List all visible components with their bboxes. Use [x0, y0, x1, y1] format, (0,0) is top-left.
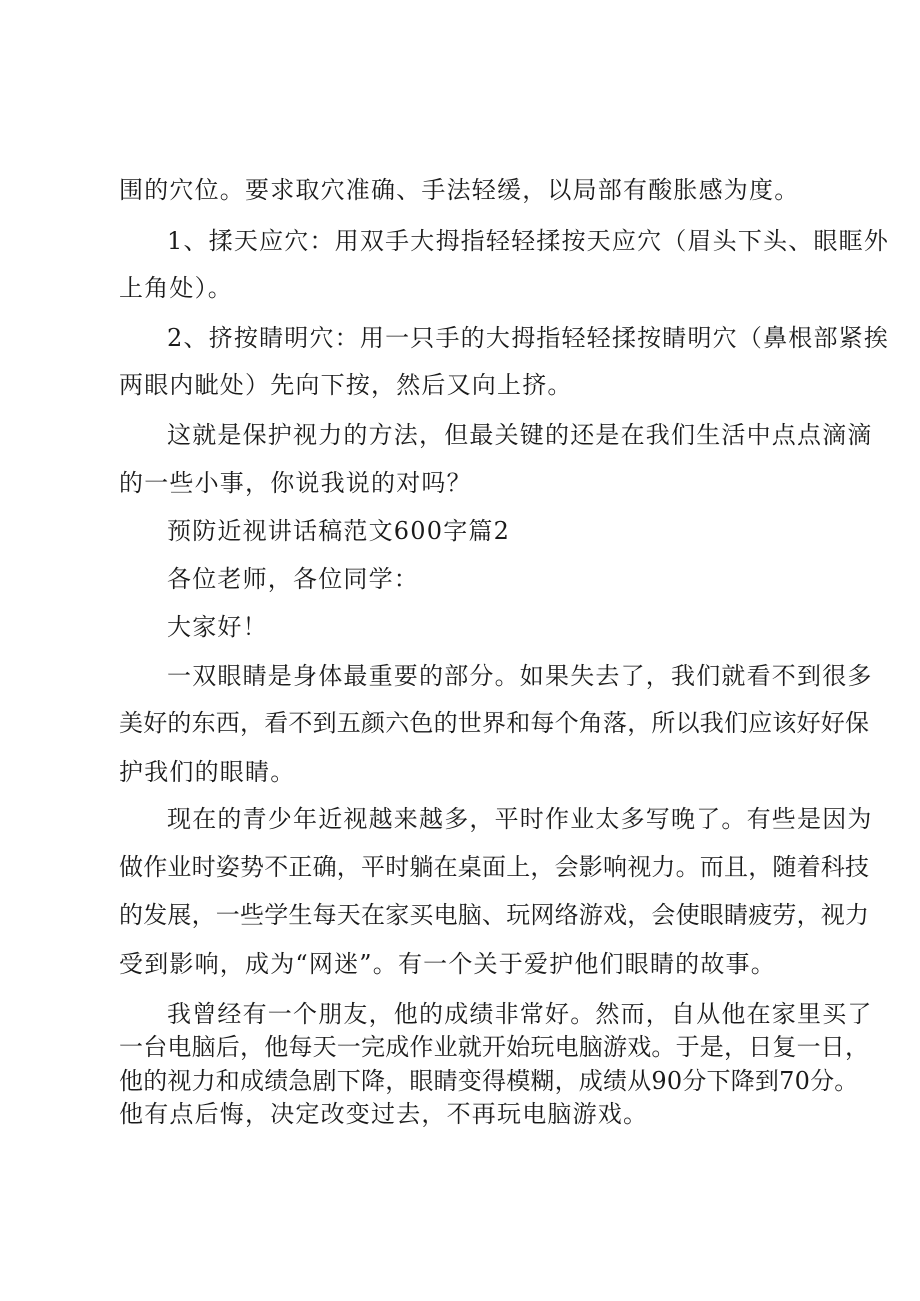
text-line: 2、挤按睛明穴：用一只手的大拇指轻轻揉按睛明穴（鼻根部紧挨 [167, 324, 890, 352]
salutation: 各位老师，各位同学： [167, 565, 419, 593]
text-line: 美好的东西，看不到五颜六色的世界和每个角落，所以我们应该好好保 [119, 709, 870, 737]
text-line: 他的视力和成绩急剧下降，眼睛变得模糊，成绩从90分下降到70分。 [119, 1067, 859, 1095]
text-line: 1、揉天应穴：用双手大拇指轻轻揉按天应穴（眉头下头、眼眶外 [167, 227, 890, 255]
text-line: 两眼内眦处）先向下按，然后又向上挤。 [119, 371, 573, 399]
text-line: 的一些小事，你说我说的对吗？ [119, 469, 472, 497]
text-line: 一台电脑后，他每天一完成作业就开始玩电脑游戏。于是，日复一日， [119, 1033, 870, 1061]
text-line: 做作业时姿势不正确，平时躺在桌面上，会影响视力。而且，随着科技 [119, 853, 870, 881]
text-line: 他有点后悔，决定改变过去，不再玩电脑游戏。 [119, 1100, 649, 1128]
section-heading: 预防近视讲话稿范文600字篇2 [167, 517, 511, 545]
text-line: 的发展，一些学生每天在家买电脑、玩网络游戏，会使眼睛疲劳，视力 [119, 901, 870, 929]
text-line: 现在的青少年近视越来越多，平时作业太多写晚了。有些是因为 [167, 805, 873, 833]
text-line: 一双眼睛是身体最重要的部分。如果失去了，我们就看不到很多 [167, 662, 873, 690]
text-line: 这就是保护视力的方法，但最关键的还是在我们生活中点点滴滴 [167, 421, 873, 449]
text-line: 我曾经有一个朋友，他的成绩非常好。然而，自从他在家里买了 [167, 1000, 873, 1028]
text-line: 上角处）。 [119, 274, 233, 302]
text-line: 围的穴位。要求取穴准确、手法轻缓，以局部有酸胀感为度。 [119, 176, 800, 204]
text-line: 护我们的眼睛。 [119, 758, 296, 786]
greeting: 大家好！ [167, 613, 268, 641]
text-line: 受到影响，成为“网迷”。有一个关于爱护他们眼睛的故事。 [119, 950, 776, 978]
